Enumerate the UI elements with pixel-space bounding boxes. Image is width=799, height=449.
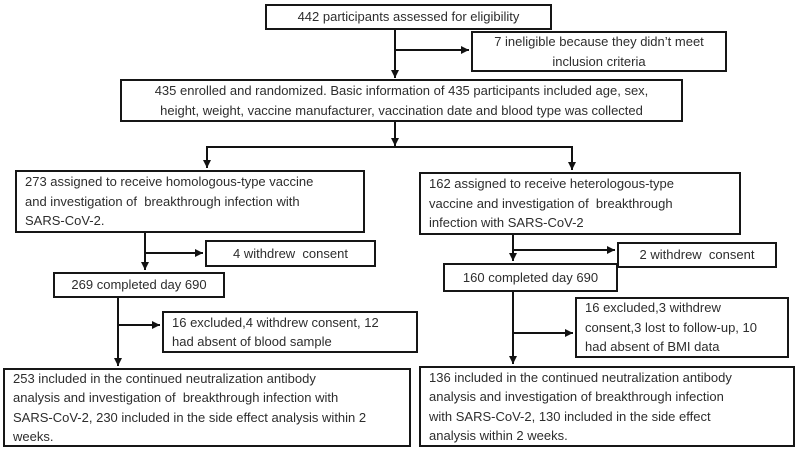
- box-text: 16 excluded,4 withdrew consent, 12: [172, 314, 379, 330]
- box-text: 4 withdrew consent: [233, 245, 348, 261]
- box-withdrew-2: [617, 242, 777, 268]
- box-enrolled-randomized: [120, 79, 683, 122]
- box-completed-160: [443, 263, 618, 292]
- box-text: 442 participants assessed for eligibility: [297, 9, 520, 25]
- box-text: 269 completed day 690: [71, 277, 207, 293]
- box-text: inclusion criteria: [552, 53, 646, 69]
- box-text: height, weight, vaccine manufacturer, vaccination date and blood type was collected: [160, 102, 643, 118]
- box-text: 160 completed day 690: [462, 269, 599, 285]
- box-text: infection with SARS-CoV-2: [429, 215, 584, 231]
- box-text: 2 withdrew consent: [639, 247, 755, 263]
- box-text: analysis and investigation of breakthrough infection: [429, 389, 724, 404]
- box-withdrew-4: [205, 240, 376, 267]
- box-homologous-assigned: [15, 170, 365, 233]
- box-text: 273 assigned to receive homologous-type vaccine: [25, 174, 314, 190]
- box-text: analysis within 2 weeks.: [429, 428, 568, 443]
- box-excluded-homologous: [162, 311, 418, 353]
- box-text: 253 included in the continued neutralization antibody: [13, 370, 316, 386]
- box-text: 136 included in the continued neutralization antibody: [429, 369, 732, 385]
- box-text: consent,3 lost to follow-up, 10: [585, 319, 757, 335]
- box-final-heterologous-136: [419, 366, 795, 447]
- box-text: and investigation of breakthrough infection with: [25, 193, 300, 209]
- box-text: had absent of blood sample: [172, 334, 332, 349]
- box-text: SARS-CoV-2.: [25, 213, 105, 229]
- box-text: weeks.: [13, 429, 54, 444]
- box-ineligible: [471, 31, 727, 72]
- box-text: 7 ineligible because they didn’t meet: [494, 34, 704, 49]
- box-text: SARS-CoV-2, 230 included in the side effect analysis within 2: [13, 409, 367, 425]
- box-text: 16 excluded,3 withdrew: [585, 300, 721, 316]
- box-text: had absent of BMI data: [585, 339, 720, 355]
- box-text: with SARS-CoV-2, 130 included in the side effect: [429, 408, 711, 424]
- box-text: 162 assigned to receive heterologous-type: [429, 176, 674, 192]
- box-text: analysis and investigation of breakthrough infection with: [13, 390, 339, 405]
- box-final-homologous-253: [3, 368, 411, 447]
- box-assessed-eligibility: [265, 4, 552, 30]
- box-completed-269: [53, 272, 225, 298]
- box-text: vaccine and investigation of breakthrough: [429, 195, 673, 211]
- box-heterologous-assigned: [419, 172, 741, 235]
- box-text: 435 enrolled and randomized. Basic information of 435 participants included age, sex,: [154, 83, 649, 98]
- box-excluded-heterologous: [575, 297, 789, 358]
